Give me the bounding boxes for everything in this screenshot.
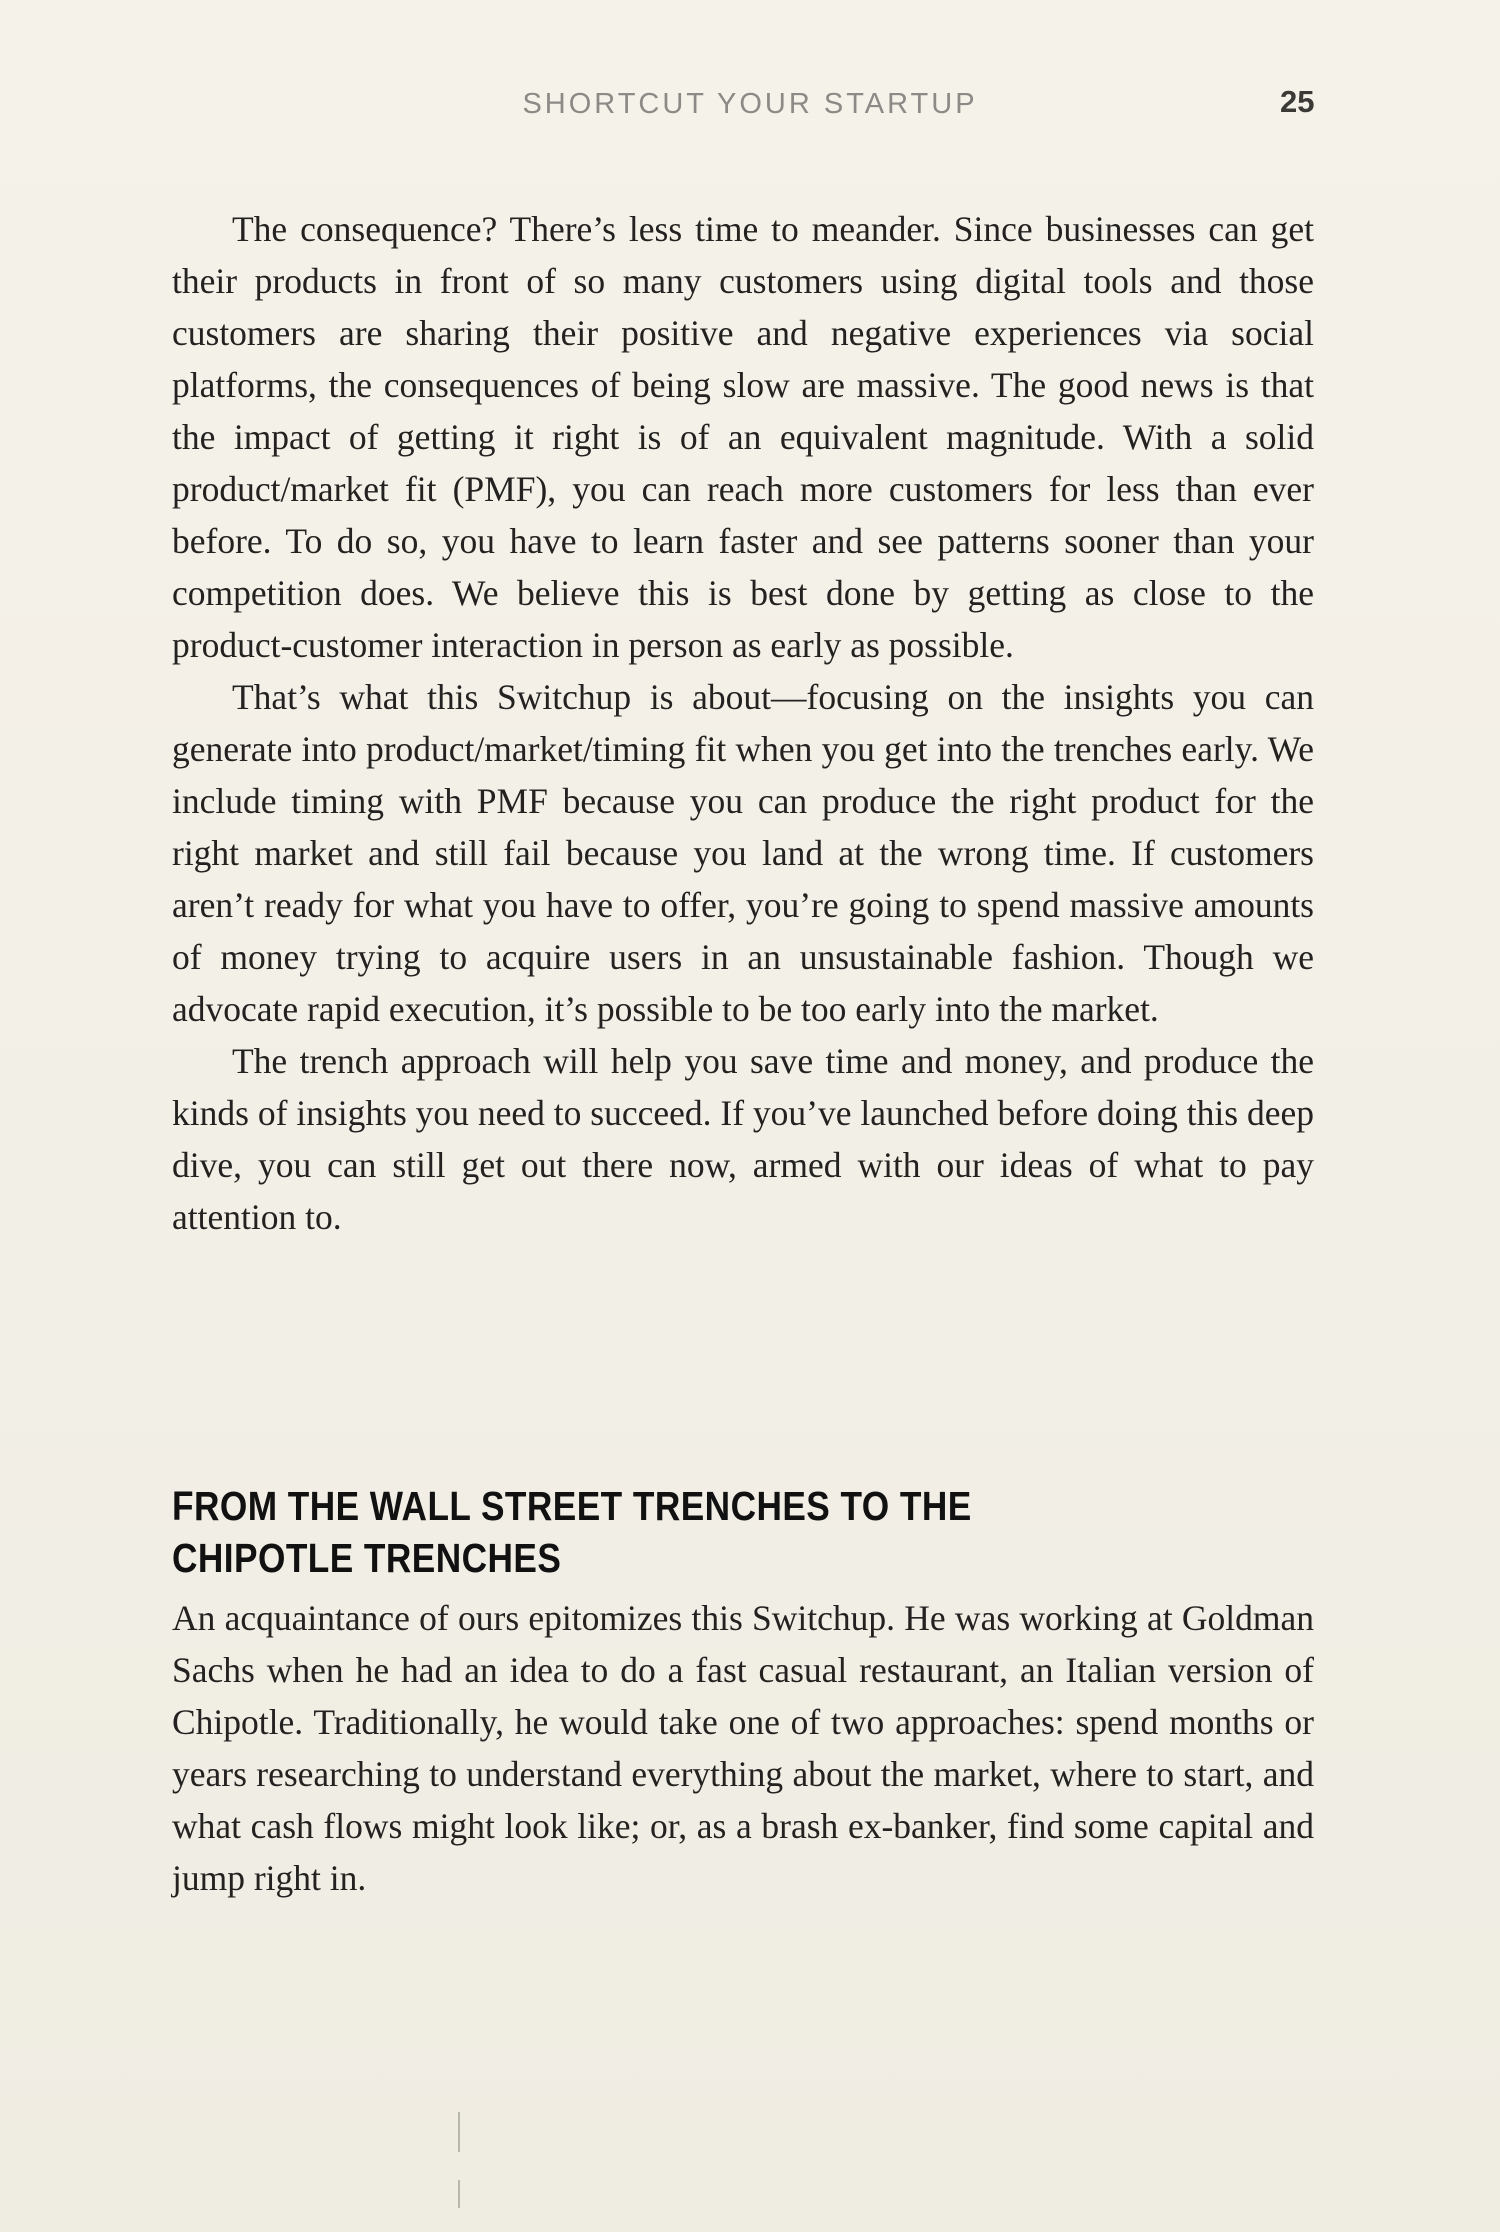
section-paragraph: An acquaintance of ours epitomizes this Switchup. He was working at Goldman Sachs when he had an idea to do a fast casual restaurant, an Italian version of Chipotle. Traditionally, he would take one of two approaches: spend months or years researching to understand everything about the market, where to start, and what cash flows might look like; or, as a brash ex-banker, find some capital and jump right in. (172, 1598, 1314, 1898)
paragraph-1: The consequence? There’s less time to meander. Since businesses can get their products in front of so many customers using digital tools and those customers are sharing their positive and negative experiences via social platforms, the consequences of being slow are massive. The good news is that the impact of getting it right is of an equivalent magnitude. With a solid product/market fit (PMF), you can reach more customers for less than ever before. To do so, you have to learn faster and see patterns sooner than your competition does. We believe this is best done by getting as close to the product-customer interaction in person as early as possible. (172, 209, 1314, 665)
section-heading-line-1: FROM THE WALL STREET TRENCHES TO THE (172, 1483, 972, 1529)
section-heading (172, 1480, 1154, 1584)
body-text (172, 203, 1314, 1243)
running-head: SHORTCUT YOUR STARTUP (522, 88, 978, 120)
paragraph-3: The trench approach will help you save time and money, and produce the kinds of insights you need to succeed. If you’ve launched before doing this deep dive, you can still get out there now, armed with our ideas of what to pay attention to. (172, 1041, 1314, 1237)
page-number: 25 (1280, 84, 1315, 119)
paragraph-2: That’s what this Switchup is about—focusing on the insights you can generate into product/market/timing fit when you get into the trenches early. We include timing with PMF because you can produce the right product for the right market and still fail because you land at the wrong time. If customers aren’t ready for what you have to offer, you’re going to spend massive amounts of money trying to acquire users in an unsustainable fashion. Though we advocate rapid execution, it’s possible to be too early into the market. (172, 677, 1314, 1029)
section (172, 1480, 1314, 1904)
scan-artifact-mark (458, 2180, 460, 2208)
section-heading-line-2: CHIPOTLE TRENCHES (172, 1535, 562, 1581)
scan-artifact-mark (458, 2112, 460, 2152)
